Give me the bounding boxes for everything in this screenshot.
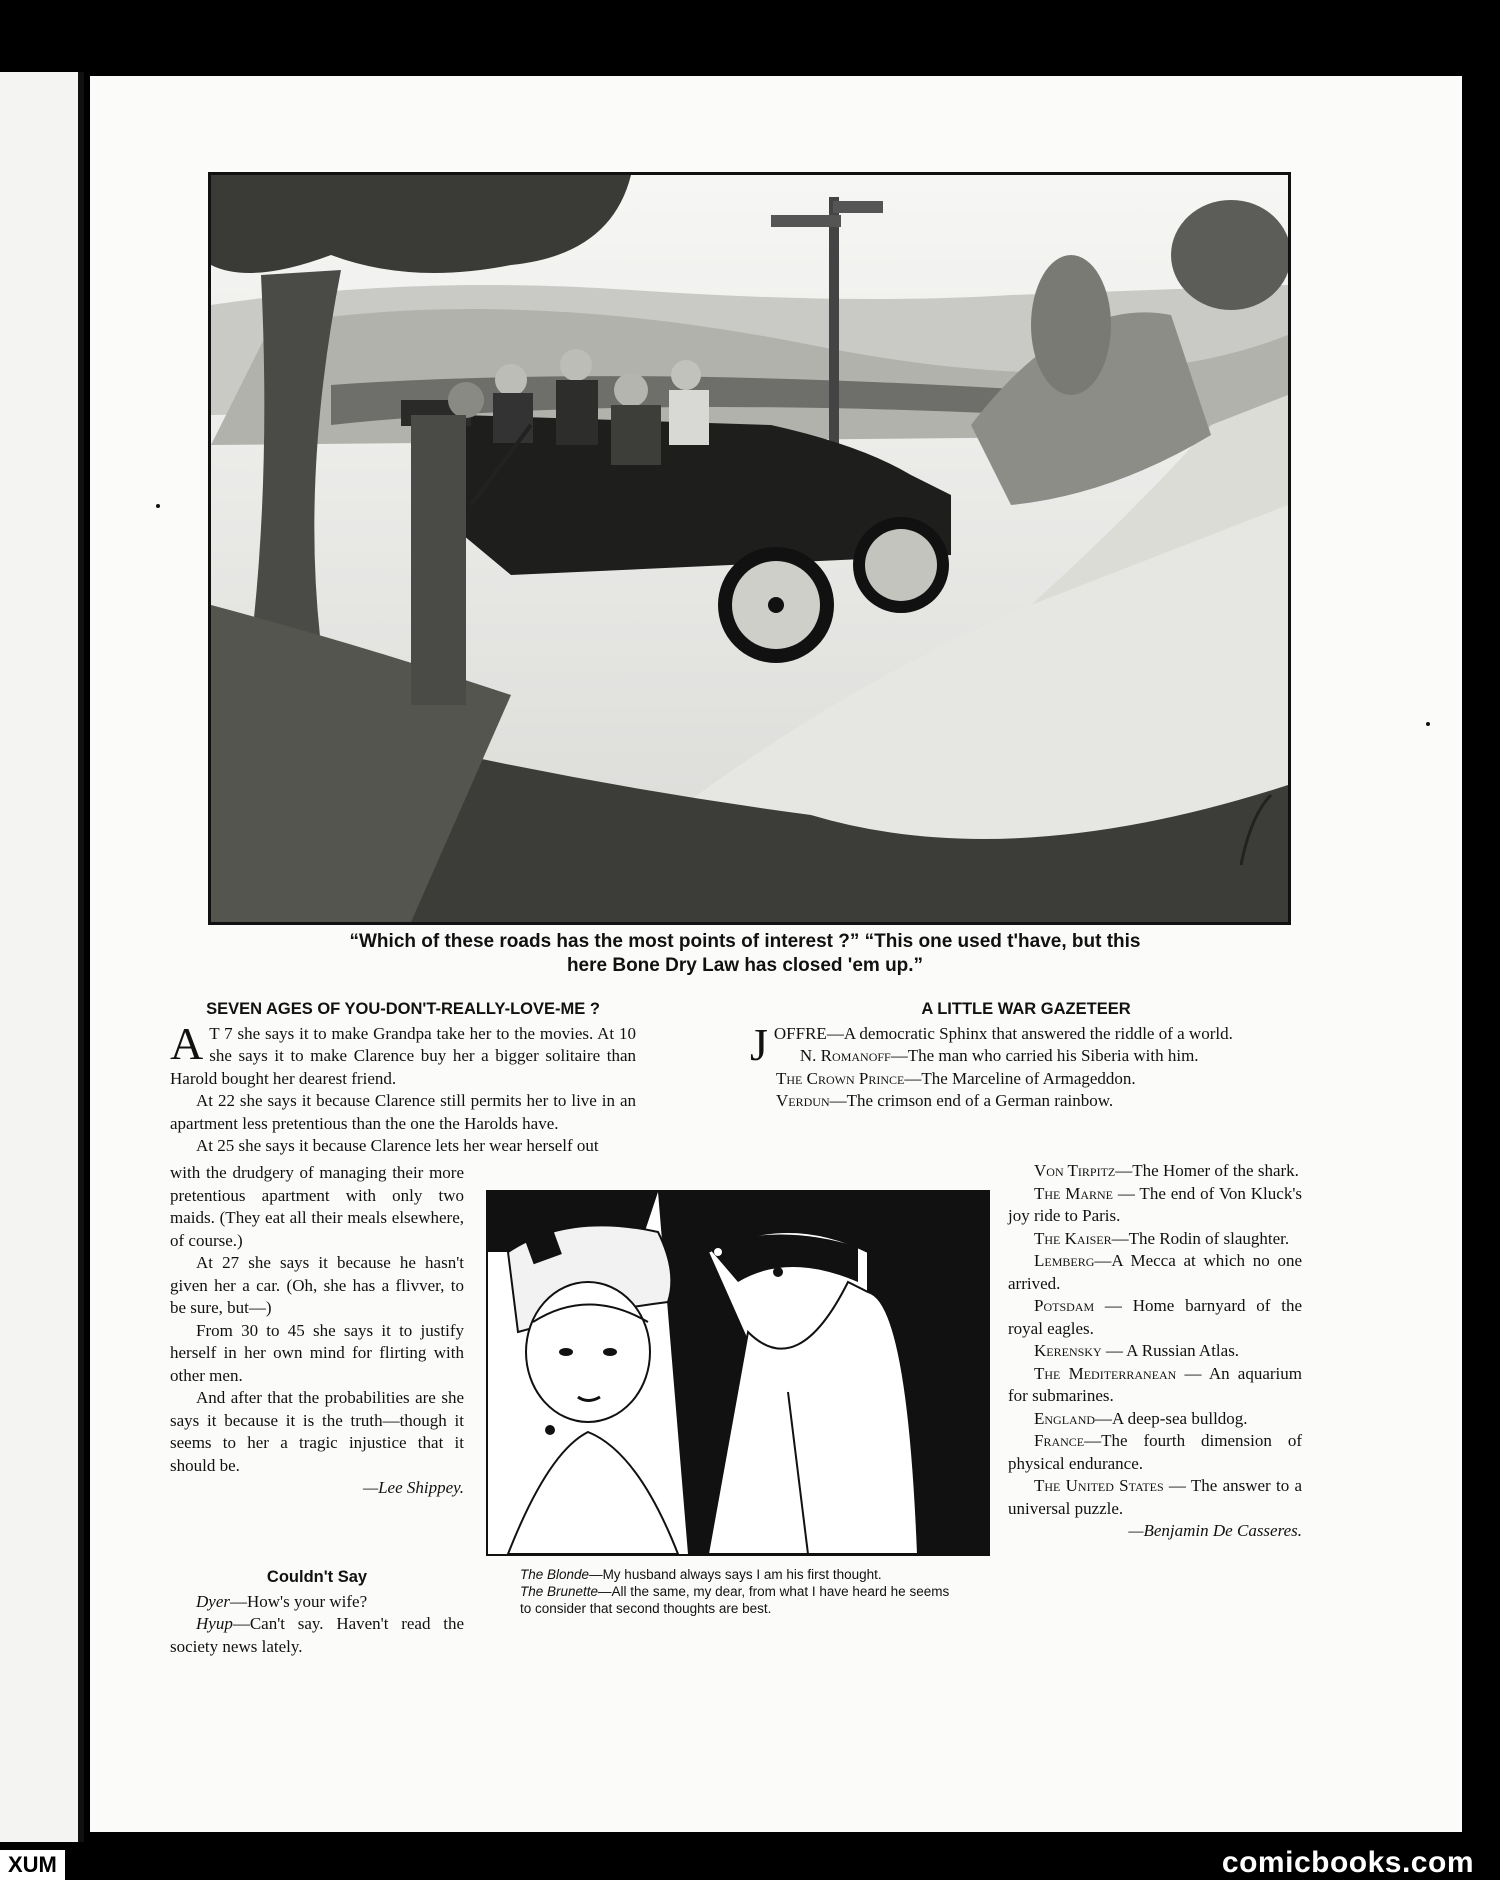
couldnt-say-heading: Couldn't Say <box>266 1568 368 1586</box>
gazeteer-entry-marne: The Marne — The end of Von Kluck's joy ride to Paris. <box>1008 1183 1302 1225</box>
gazeteer-entry-romanoff: N. Romanoff—The man who carried his Siberia with him. <box>799 1046 1199 1065</box>
corner-label: XUM <box>0 1850 65 1880</box>
gazeteer-entry-joffre: JOFFRE—A democratic Sphinx that answered the riddle of a world. <box>750 1018 1233 1070</box>
seven-ages-paragraph-5: From 30 to 45 she says it to justify herself in her own mind for flirting with other men. <box>170 1320 464 1385</box>
gazeteer-article-top <box>750 998 1302 1113</box>
gazeteer-entry-potsdam: Potsdam — Home barnyard of the royal eagles. <box>1008 1296 1302 1338</box>
gazeteer-entry-lemberg: Lemberg—A Mecca at which no one arrived. <box>1008 1251 1302 1293</box>
seven-ages-signature: —Lee Shippey. <box>362 1478 464 1497</box>
seven-ages-paragraph-3: At 25 she says it because Clarence lets her wear herself out <box>196 1136 599 1155</box>
seven-ages-paragraph-3-continued: with the drudgery of managing their more pretentious apartment with only two maids. (They eat all their meals elsewhere, of course.) <box>170 1163 464 1250</box>
site-watermark: comicbooks.com <box>1221 1846 1474 1879</box>
caption-line-1: “Which of these roads has the most points of interest ?” “This one used t'have, but this <box>349 931 1141 952</box>
seven-ages-heading: SEVEN AGES OF YOU-DON'T-REALLY-LOVE-ME ? <box>206 1000 600 1018</box>
gazeteer-entry-united-states: The United States — The answer to a universal puzzle. <box>1008 1476 1303 1518</box>
gazeteer-entry-kaiser: The Kaiser—The Rodin of slaughter. <box>1034 1228 1290 1248</box>
cartoon-caption-line-1: The Blonde—My husband always says I am his first thought. <box>520 1567 882 1582</box>
couldnt-say-line-2: Hyup—Can't say. Haven't read the society news lately. <box>170 1614 464 1656</box>
gazeteer-entry-kerensky: Kerensky — A Russian Atlas. <box>1034 1341 1240 1360</box>
blonde-brunette-cartoon <box>486 1190 990 1556</box>
roadside-car-illustration <box>208 172 1291 925</box>
speck-mark <box>1426 722 1430 726</box>
gazeteer-entry-france: France—The fourth dimension of physical endurance. <box>1008 1431 1302 1473</box>
gazeteer-article-continued <box>1008 1160 1302 1543</box>
cartoon-caption <box>520 1566 950 1617</box>
couldnt-say-line-1: Dyer—How's your wife? <box>196 1591 368 1611</box>
couldnt-say-article <box>170 1566 464 1658</box>
drop-cap-j: J <box>750 1018 768 1070</box>
seven-ages-paragraph-2: At 22 she says it because Clarence still permits her to live in an apartment less pretentious than the one the Harolds have. <box>170 1091 636 1133</box>
illustration-caption <box>190 930 1300 978</box>
cartoon-caption-line-2: The Brunette—All the same, my dear, from what I have heard he seems to consider that second thoughts are best. <box>520 1584 950 1616</box>
gazeteer-entry-mediterranean: The Mediterranean — An aquarium for submarines. <box>1008 1363 1302 1405</box>
drop-cap-a: A <box>170 1017 204 1069</box>
seven-ages-article <box>170 998 636 1158</box>
gazeteer-heading: A LITTLE WAR GAZETEER <box>921 1000 1131 1018</box>
caption-line-2: here Bone Dry Law has closed 'em up.” <box>566 955 924 976</box>
seven-ages-paragraph-4: At 27 she says it because he hasn't given her a car. (Oh, she has a flivver, to be sure, but—) <box>170 1253 464 1317</box>
seven-ages-paragraph-1: A T 7 she says it to make Grandpa take her to the movies. At 10 she says it to make Clarence buy her a bigger solitaire than Harold bought her dearest friend. <box>170 1017 636 1088</box>
gazeteer-signature: —Benjamin De Casseres. <box>1128 1521 1302 1540</box>
gazeteer-entry-von-tirpitz: Von Tirpitz—The Homer of the shark. <box>1034 1161 1299 1180</box>
gazeteer-entry-crown-prince: The Crown Prince—The Marceline of Armageddon. <box>776 1068 1136 1088</box>
seven-ages-paragraph-6: And after that the probabilities are she says it because it is the truth—though it seems to her a tragic injustice that it should be. <box>170 1388 464 1475</box>
gazeteer-entry-verdun: Verdun—The crimson end of a German rainbow. <box>776 1091 1114 1110</box>
speck-mark <box>156 504 160 508</box>
seven-ages-continued <box>170 1162 464 1500</box>
gazeteer-entry-england: England—A deep-sea bulldog. <box>1034 1408 1248 1428</box>
facing-page-edge <box>0 72 84 1842</box>
cartoon-signature: CR <box>931 1524 952 1540</box>
